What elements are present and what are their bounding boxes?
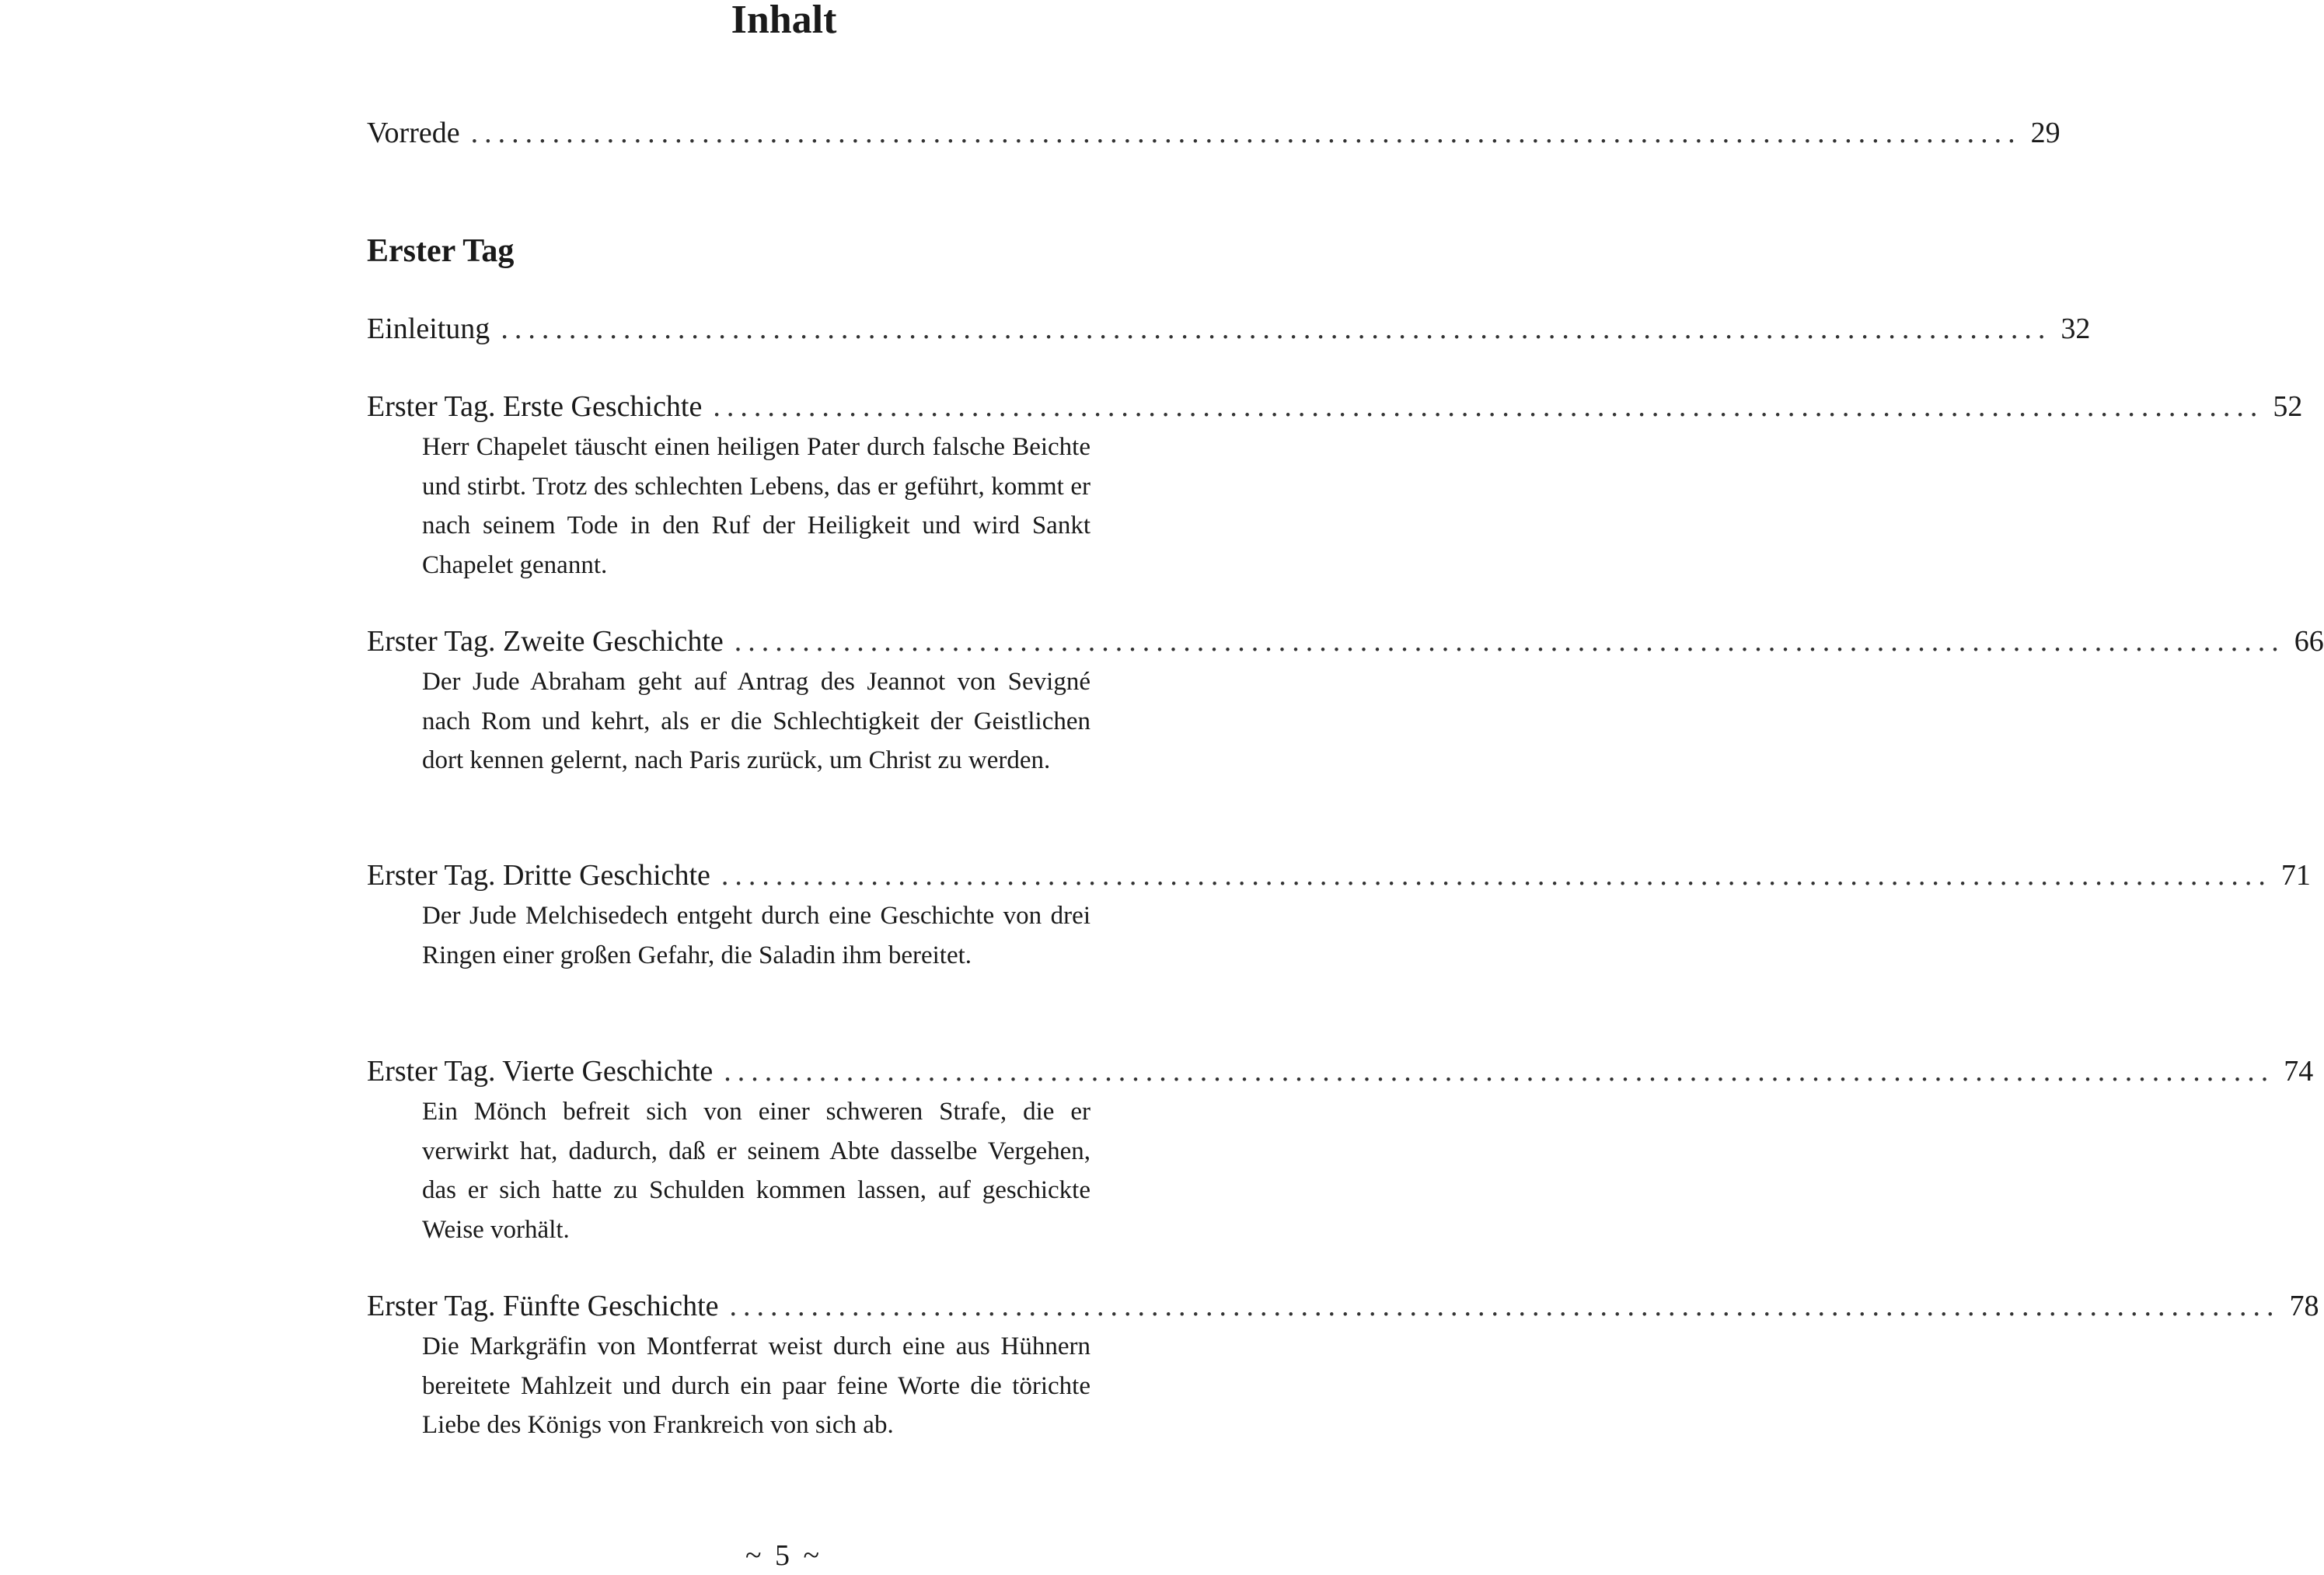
dot-leader: .................................................................................................................. (734, 625, 2285, 658)
entry-description: Ein Mönch befreit sich von einer schweren Strafe, die er verwirkt hat, dadurch, daß er seinem Abte dasselbe Vergehen, das er sich hatte zu Schulden kommen lassen, auf geschickte Weise vorhält. (422, 1098, 1090, 1244)
entry-page-number: 52 (2273, 390, 2303, 423)
page-number: ~ 5 ~ (745, 1539, 823, 1572)
dot-leader: .................................................................................................................. (470, 117, 2022, 149)
entry-page-number: 29 (2030, 117, 2061, 149)
toc-entry-story[interactable] (367, 622, 2324, 661)
toc-entry-introduction[interactable] (367, 309, 2091, 348)
page-title: Inhalt (731, 0, 837, 42)
entry-description: Die Markgräfin von Montferrat weist durch eine aus Hühnern bereitete Mahlzeit und durch ein paar feine Worte die törichte Liebe des Königs von Frankreich von sich ab. (422, 1332, 1090, 1439)
entry-title: Erster Tag. Zweite Geschichte (367, 625, 724, 658)
entry-description: Herr Chapelet täuscht einen heiligen Pater durch falsche Beichte und stirbt. Trotz des schlechten Lebens, das er geführt, kommt er nach seinem Tode in den Ruf der Heiligkeit und wird Sankt Chapelet genannt. (422, 433, 1090, 579)
entry-title: Erster Tag. Dritte Geschichte (367, 859, 710, 892)
section-heading: Erster Tag (367, 233, 515, 269)
dot-leader: .................................................................................................................. (724, 1055, 2275, 1088)
entry-title: Erster Tag. Erste Geschichte (367, 390, 703, 423)
toc-entry-story[interactable] (367, 1052, 2314, 1091)
toc-entry-story[interactable] (367, 387, 2303, 426)
dot-leader: .................................................................................................................. (729, 1290, 2280, 1322)
entry-title: Erster Tag. Vierte Geschichte (367, 1055, 714, 1088)
toc-entry-preface[interactable] (367, 113, 2061, 152)
entry-page-number: 32 (2061, 313, 2091, 345)
toc-entry-story[interactable] (367, 856, 2311, 895)
entry-description: Der Jude Abraham geht auf Antrag des Jeannot von Sevigné nach Rom und kehrt, als er die Schlechtigkeit der Geistlichen dort kennen gelernt, nach Paris zurück, um Christ zu werden. (422, 668, 1090, 774)
entry-page-number: 74 (2284, 1055, 2314, 1088)
dot-leader: .................................................................................................................. (501, 313, 2052, 345)
entry-description: Der Jude Melchisedech entgeht durch eine Geschichte von drei Ringen einer großen Gefahr, die Saladin ihm bereitet. (422, 902, 1090, 969)
entry-page-number: 78 (2289, 1290, 2319, 1322)
entry-title: Erster Tag. Fünfte Geschichte (367, 1290, 719, 1322)
entry-page-number: 71 (2280, 859, 2311, 892)
dot-leader: .................................................................................................................. (721, 859, 2272, 892)
entry-title: Einleitung (367, 313, 490, 345)
dot-leader: .................................................................................................................. (713, 390, 2264, 423)
entry-page-number: 66 (2294, 625, 2324, 658)
toc-entry-story[interactable] (367, 1287, 2319, 1325)
entry-title: Vorrede (367, 117, 460, 149)
